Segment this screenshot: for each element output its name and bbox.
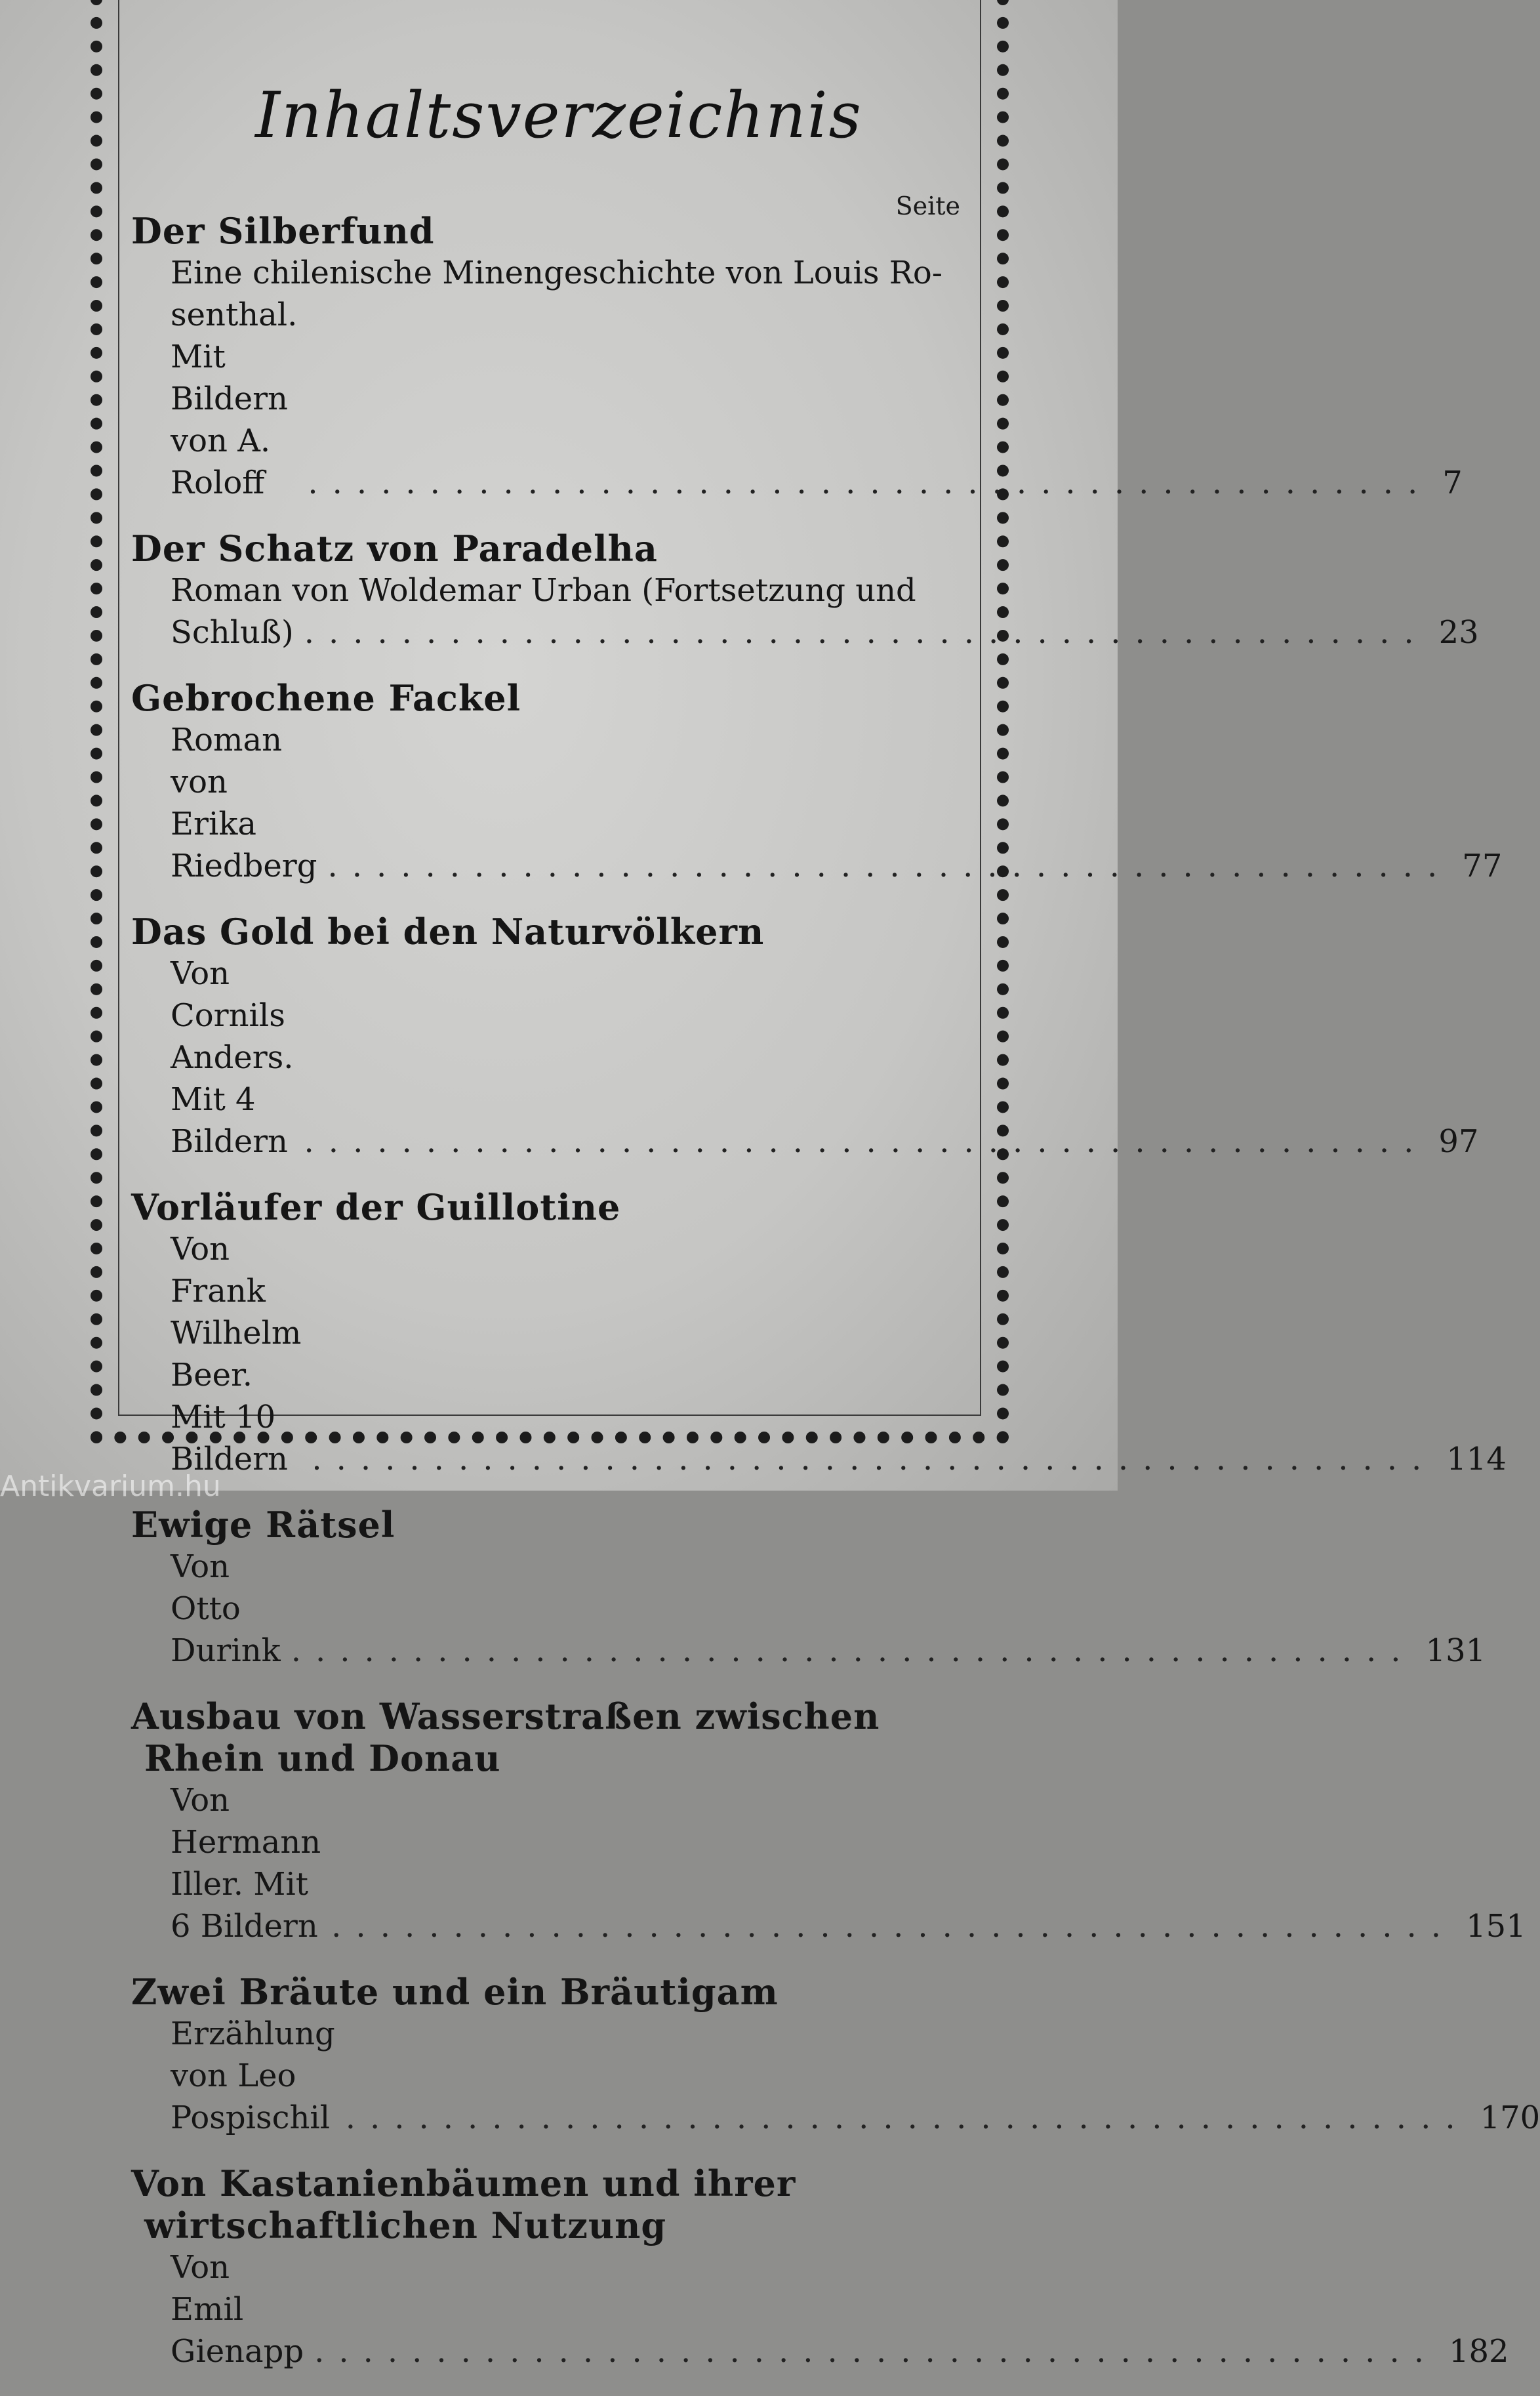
leader-dots: .............................................. (291, 1632, 1415, 1669)
toc-entry (131, 1695, 1526, 1947)
toc-entry (131, 1504, 1486, 1672)
leader-dots: .............................................. (345, 2099, 1470, 2136)
toc-entry-page: 77 (1462, 848, 1503, 884)
leader-dots: .............................................. (304, 1123, 1429, 1160)
toc-entry-desc-line1: Eine chilenische Minengeschichte von Louis Ro- (171, 255, 943, 291)
toc-entry (131, 677, 1503, 887)
toc-entry-title: Ewige Rätsel (131, 1504, 395, 1546)
toc-entry-title: Von Kastanienbäumen und ihrer wirtschaftlichen Nutzung (131, 2162, 796, 2246)
watermark: Antikvarium.hu (0, 1470, 221, 1503)
toc-entry-page: 151 (1466, 1908, 1526, 1945)
leader-dots: .............................................. (331, 1908, 1456, 1945)
toc-entry-line (131, 719, 1503, 887)
toc-entry-line (131, 1779, 1526, 1947)
toc-entry-title: Vorläufer der Guillotine (131, 1186, 621, 1228)
toc-entry-desc: Von Cornils Anders. Mit 4 Bildern (171, 955, 304, 1160)
toc-entry-desc: Von Hermann Iller. Mit 6 Bildern (171, 1782, 331, 1945)
toc-entry-line (131, 611, 1479, 653)
toc-entry-line (131, 953, 1479, 1163)
toc-entry-title: Zwei Bräute und ein Bräutigam (131, 1971, 779, 2013)
toc-entry-desc: senthal. Mit Bildern von A. Roloff (171, 297, 308, 501)
toc-entry-desc: Von Frank Wilhelm Beer. Mit 10 Bildern (171, 1231, 312, 1477)
leader-dots: .............................................. (308, 465, 1432, 501)
toc-entry-desc: Von Emil Gienapp (171, 2249, 304, 2370)
toc-entry-page: 97 (1438, 1123, 1479, 1160)
toc-list (131, 210, 1540, 2396)
toc-entry-line (131, 294, 1463, 504)
toc-entry-desc: Erzählung von Leo Pospischil (171, 2015, 345, 2136)
toc-entry-page: 182 (1448, 2333, 1509, 2370)
leader-dots: .............................................. (314, 2333, 1438, 2370)
leader-dots: .............................................. (312, 1441, 1436, 1477)
toc-entry-line (131, 2013, 1540, 2139)
toc-entry-desc: Schluß) (171, 614, 294, 651)
leader-dots: .............................................. (304, 614, 1429, 651)
toc-entry (131, 527, 1479, 653)
toc-entry (131, 210, 1463, 504)
page-column-label: Seite (895, 192, 960, 220)
toc-entry (131, 911, 1479, 1163)
leader-dots: .............................................. (327, 848, 1452, 884)
toc-entry-title: Das Gold bei den Naturvölkern (131, 911, 765, 953)
toc-entry-title: Ausbau von Wasserstraßen zwischen Rhein und Donau (131, 1695, 880, 1779)
toc-entry (131, 1186, 1507, 1480)
toc-entry-page: 7 (1442, 465, 1463, 501)
toc-entry (131, 1971, 1540, 2139)
toc-entry-line (131, 1228, 1507, 1480)
toc-entry-desc: Von Otto Durink (171, 1548, 281, 1669)
toc-entry-page: 170 (1480, 2099, 1540, 2136)
toc-entry-page: 23 (1438, 614, 1479, 651)
toc-entry-page: 131 (1425, 1632, 1486, 1669)
toc-entry (131, 2162, 1509, 2372)
toc-entry-line (131, 1546, 1486, 1672)
toc-entry-title: Gebrochene Fackel (131, 677, 521, 719)
toc-entry-desc-line1: Roman von Woldemar Urban (Fortsetzung und (171, 572, 916, 609)
toc-entry-title: Der Silberfund (131, 210, 435, 252)
toc-entry-line (131, 2246, 1509, 2372)
toc-entry-page: 114 (1446, 1441, 1507, 1477)
toc-entry-title: Der Schatz von Paradelha (131, 527, 658, 569)
page-title: Inhaltsverzeichnis (255, 79, 862, 152)
toc-entry-desc: Roman von Erika Riedberg (171, 722, 317, 884)
